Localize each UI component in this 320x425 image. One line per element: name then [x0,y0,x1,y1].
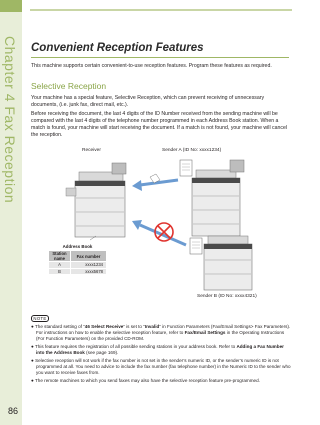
note-item: ● The remote machines to which you send faxes may also have the selective reception feature pre-programmed. [31,378,260,383]
receiver-machine-icon [66,163,126,237]
station-name: B [49,268,71,275]
sender-b-machine-icon [190,236,252,290]
note-item: ● The standard setting of “46 Select Receive” is set to “Invalid” in Function Parameters (Fax/Email Settings> Fax Parameters). For instructions on how to enable the selective reception feature, refer to Fax/Email Settings in the Operating Instructions (For Function Parameters) on the provided CD-ROM. [31,324,291,341]
section-heading: Selective Reception [31,81,107,91]
intro-paragraph: This machine supports certain convenient-to-use reception features. Program these features as required. [31,63,272,69]
receiver-label: Receiver [82,148,101,153]
fax-number: xxxx5678 [71,268,107,275]
sender-a-label: Sender A (ID No: xxxx1234) [162,148,222,153]
note-item: ● Selective reception will not work if the fax number is not set in the sender’s numeric ID, or the sender’s numeric ID is not programmed at all. You need to advice to include the fax number (fax telephone number) in the Numeric ID to the sender who you want to receive faxes from. [31,358,291,375]
address-book-caption: Address Book [62,244,93,249]
notes-list [31,324,291,386]
column-header-station: Station name [49,251,71,262]
column-header-fax: Fax number [71,251,107,262]
sender-b-label: Sender B (ID No: xxxx4321) [197,294,257,299]
paragraph-1: Your machine has a special feature, Selective Reception, which can prevent receiving of unnecessary documents, (i.e. junk fax, direct mail, etc.). [31,95,265,108]
sender-a-machine-icon [180,160,244,236]
note-badge: NOTE [31,315,49,322]
address-book-table [48,244,107,275]
page-number: 86 [8,406,19,416]
note-item: ● This feature requires the registration of all possible sending stations in your address book. Refer to Adding a Fax Number into the Address Book (see page 169). [31,344,284,355]
fax-number: xxxx1234 [71,262,107,269]
paragraph-2: Before receiving the document, the last 4 digits of the ID Number received from the sending machine will be compared with the last 4 digits of the telephone number programmed in each Address Book station. When a match is found, your machine will start receiving the document. If a match is not found, your machine will cancel the reception. [31,111,288,138]
table-row [49,268,107,275]
page-title: Convenient Reception Features [31,42,204,54]
station-name: A [49,262,71,269]
accepted-arrow-icon [132,174,178,191]
chapter-label: Chapter 4 Fax Reception [2,36,18,204]
